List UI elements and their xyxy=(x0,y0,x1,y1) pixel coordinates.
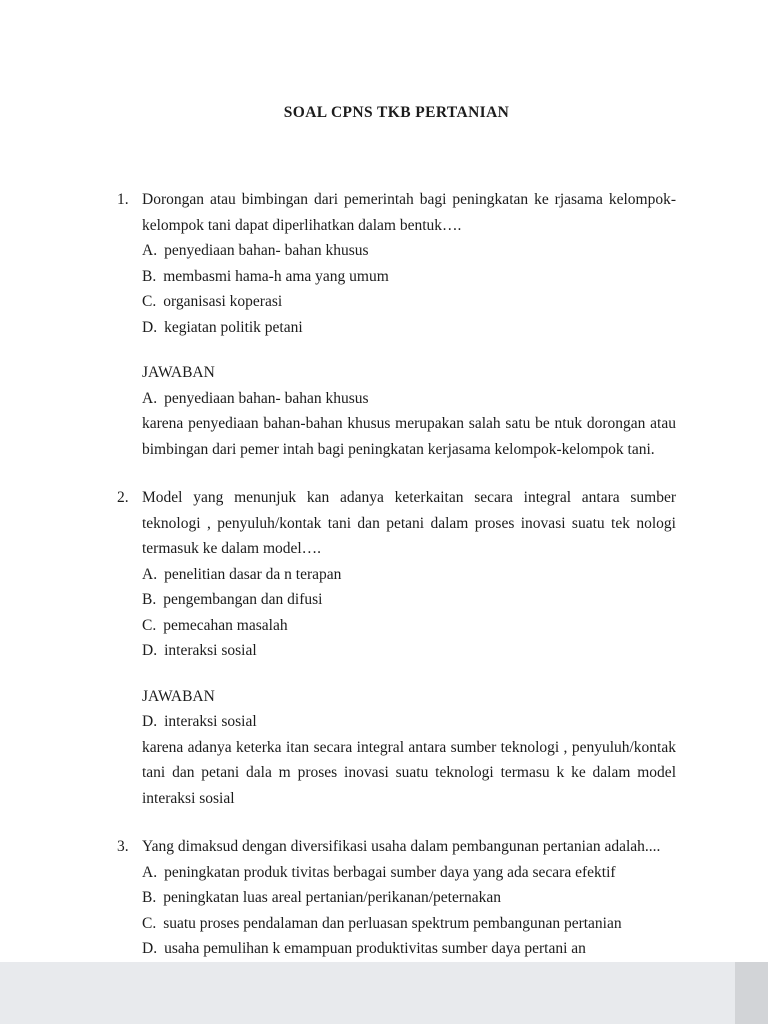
option-label: C. xyxy=(142,914,157,932)
option-text: penyediaan bahan- bahan khusus xyxy=(164,242,369,259)
question-body xyxy=(142,187,676,462)
option-text: pemecahan masalah xyxy=(163,616,288,634)
option-text: peningkatan produk tivitas berbagai sumber daya yang ada secara efektif xyxy=(164,863,616,881)
option-text: interaksi sosial xyxy=(164,642,257,659)
question-number: 3. xyxy=(117,838,129,855)
question-text: Yang dimaksud dengan diversifikasi usaha dalam pembangunan pertanian adalah.... xyxy=(142,838,661,855)
page-background-strip xyxy=(0,962,768,1024)
option-label: D. xyxy=(142,642,158,659)
option-label: B. xyxy=(142,591,157,608)
question-body xyxy=(142,485,676,811)
option-label: D. xyxy=(142,318,158,336)
option-c xyxy=(142,613,676,639)
question-body xyxy=(142,834,676,962)
option-b xyxy=(142,264,676,290)
option-b xyxy=(142,587,676,613)
answer-text xyxy=(142,709,676,735)
answer-label: D. xyxy=(142,713,158,730)
answer-option-text: penyediaan bahan- bahan khusus xyxy=(164,389,369,407)
scrollbar-corner xyxy=(735,962,768,1024)
answer-heading: JAWABAN xyxy=(142,687,215,705)
option-text: kegiatan politik petani xyxy=(164,318,303,336)
option-b xyxy=(142,885,676,911)
option-d xyxy=(142,315,676,341)
answer-option-text: interaksi sosial xyxy=(164,713,257,730)
option-text: usaha pemulihan k emampuan produktivitas sumber daya pertani an xyxy=(164,940,586,957)
page-title: SOAL CPNS TKB PERTANIAN xyxy=(283,104,510,121)
answer-text xyxy=(142,386,676,412)
option-a xyxy=(142,860,676,886)
option-label: B. xyxy=(142,267,157,285)
option-text: suatu proses pendalaman dan perluasan spektrum pembangunan pertanian xyxy=(163,914,622,932)
question-3 xyxy=(117,834,676,962)
option-text: pengembangan dan difusi xyxy=(163,591,323,608)
option-c xyxy=(142,911,676,937)
answer-label: A. xyxy=(142,389,158,407)
option-d xyxy=(142,638,676,664)
option-text: penelitian dasar da n terapan xyxy=(164,565,342,583)
option-text: peningkatan luas areal pertanian/perikanan/peternakan xyxy=(163,889,502,906)
option-d xyxy=(142,936,676,962)
question-number: 2. xyxy=(117,489,129,506)
option-a xyxy=(142,562,676,588)
answer-explanation: karena penyediaan bahan-bahan khusus merupakan salah satu be ntuk dorongan atau bimbingan dari pemer intah bagi peningkatan kerjasama kelompok-kelompok tani. xyxy=(142,415,676,458)
option-a xyxy=(142,238,676,264)
option-c xyxy=(142,289,676,315)
option-text: organisasi koperasi xyxy=(163,293,283,310)
question-1 xyxy=(117,187,676,462)
option-label: C. xyxy=(142,616,157,634)
option-label: C. xyxy=(142,293,157,310)
question-2 xyxy=(117,485,676,811)
option-label: D. xyxy=(142,940,158,957)
question-number: 1. xyxy=(117,191,129,208)
answer-explanation: karena adanya keterka itan secara integral antara sumber teknologi , penyuluh/kontak tani dan petani dala m proses inovasi suatu teknologi termasu k ke dalam model interaksi sosial xyxy=(142,738,676,807)
option-label: A. xyxy=(142,863,158,881)
question-text: Dorongan atau bimbingan dari pemerintah bagi peningkatan ke rjasama kelompok-kelompok tani dapat diperlihatkan dalam bentuk…. xyxy=(142,191,676,234)
answer-heading: JAWABAN xyxy=(142,364,215,381)
question-text: Model yang menunjuk kan adanya keterkaitan secara integral antara sumber teknologi , penyuluh/kontak tani dan petani dalam proses inovasi suatu tek nologi termasuk ke dalam model…. xyxy=(142,489,676,557)
option-label: A. xyxy=(142,242,158,259)
option-text: membasmi hama-h ama yang umum xyxy=(163,267,389,285)
option-label: B. xyxy=(142,889,157,906)
option-label: A. xyxy=(142,565,158,583)
